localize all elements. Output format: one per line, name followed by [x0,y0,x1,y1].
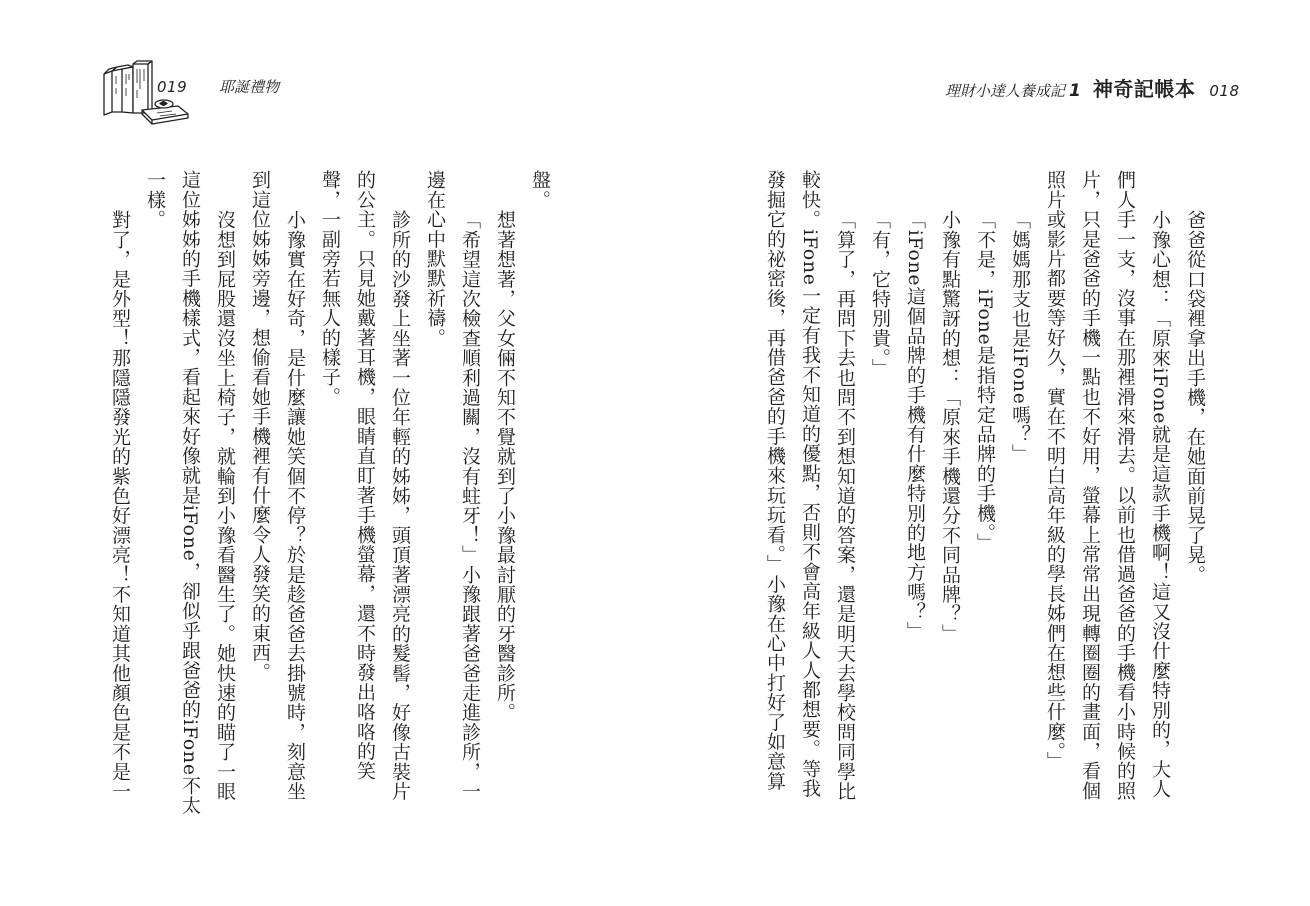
text-line: 爸爸從口袋裡拿出手機，在她面前晃了晃。 [1184,210,1206,585]
volume-number: 1 [1069,81,1081,101]
text-line: 盤。 [529,170,551,210]
text-line: 診所的沙發上坐著一位年輕的姊姊，頭頂著漂亮的髮髻，好像古裝片 [389,210,411,801]
chapter-title: 耶誕禮物 [219,78,280,96]
text-line: 發掘它的祕密後，再借爸爸的手機來玩玩看。」小豫在心中打好了如意算 [764,170,786,791]
text-line: 小豫心想：「原來iFone就是這款手機啊！這又沒什麼特別的，大人 [1149,210,1171,799]
text-line: 邊在心中默默祈禱。 [424,170,446,348]
text-line: 對了，是外型！那隱隱發光的紫色好漂亮！不知道其他顏色是不是一 [109,210,131,801]
text-line: 「iFone這個品牌的手機有什麼特別的地方嗎？」 [904,210,926,641]
text-line: 沒想到屁股還沒坐上椅子，就輪到小豫看醫生了。她快速的瞄了一眼 [214,210,236,801]
left-page-header [157,76,279,97]
text-line: 一樣。 [144,170,166,230]
text-line: 小豫實在好奇，是什麼讓她笑個不停？於是趁爸爸去掛號時，刻意坐 [284,210,306,801]
series-title: 理財小達人養成記 [945,82,1066,100]
text-line: 到這位姊姊旁邊，想偷看她手機裡有什麼令人發笑的東西。 [249,170,271,683]
text-line: 「算了，再問下去也問不到想知道的答案，還是明天去學校問同學比 [834,210,856,801]
text-line: 「媽媽那支也是iFone嗎？」 [1009,210,1031,464]
text-line: 「有，它特別貴。」 [869,210,891,378]
text-line: 「希望這次檢查順利過關，沒有蛀牙！」小豫跟著爸爸走進診所，一 [459,210,481,801]
text-line: 們人手一支，沒事在那裡滑來滑去。以前也借過爸爸的手機看小時候的照 [1114,170,1136,801]
right-page-number: 018 [1209,82,1240,100]
text-line: 聲，一副旁若無人的樣子。 [319,170,341,407]
right-page-header [945,73,1240,102]
text-line: 較快。iFone一定有我不知道的優點，否則不會高年級人人都想要。等我 [799,170,821,798]
text-line: 的公主。只見她戴著耳機，眼睛直盯著手機螢幕，還不時發出咯咯的笑 [354,170,376,781]
text-line: 小豫有點驚訝的想：「原來手機還分不同品牌？」 [939,210,961,644]
text-line: 片，只是爸爸的手機一點也不好用，螢幕上常常出現轉圈圈的畫面，看個 [1079,170,1101,801]
text-line: 這位姊姊的手機樣式，看起來好像就是iFone，卻似乎跟爸爸的iFone不太 [179,170,201,816]
text-line: 「不是，iFone是指特定品牌的手機。」 [974,210,996,553]
left-page-number: 019 [157,78,188,96]
text-line: 照片或影片都要等好久，實在不明白高年級的學長姊們在想些什麼。」 [1044,170,1066,772]
text-line: 想著想著，父女倆不知不覺就到了小豫最討厭的牙醫診所。 [494,210,516,723]
book-title: 神奇記帳本 [1092,77,1196,101]
